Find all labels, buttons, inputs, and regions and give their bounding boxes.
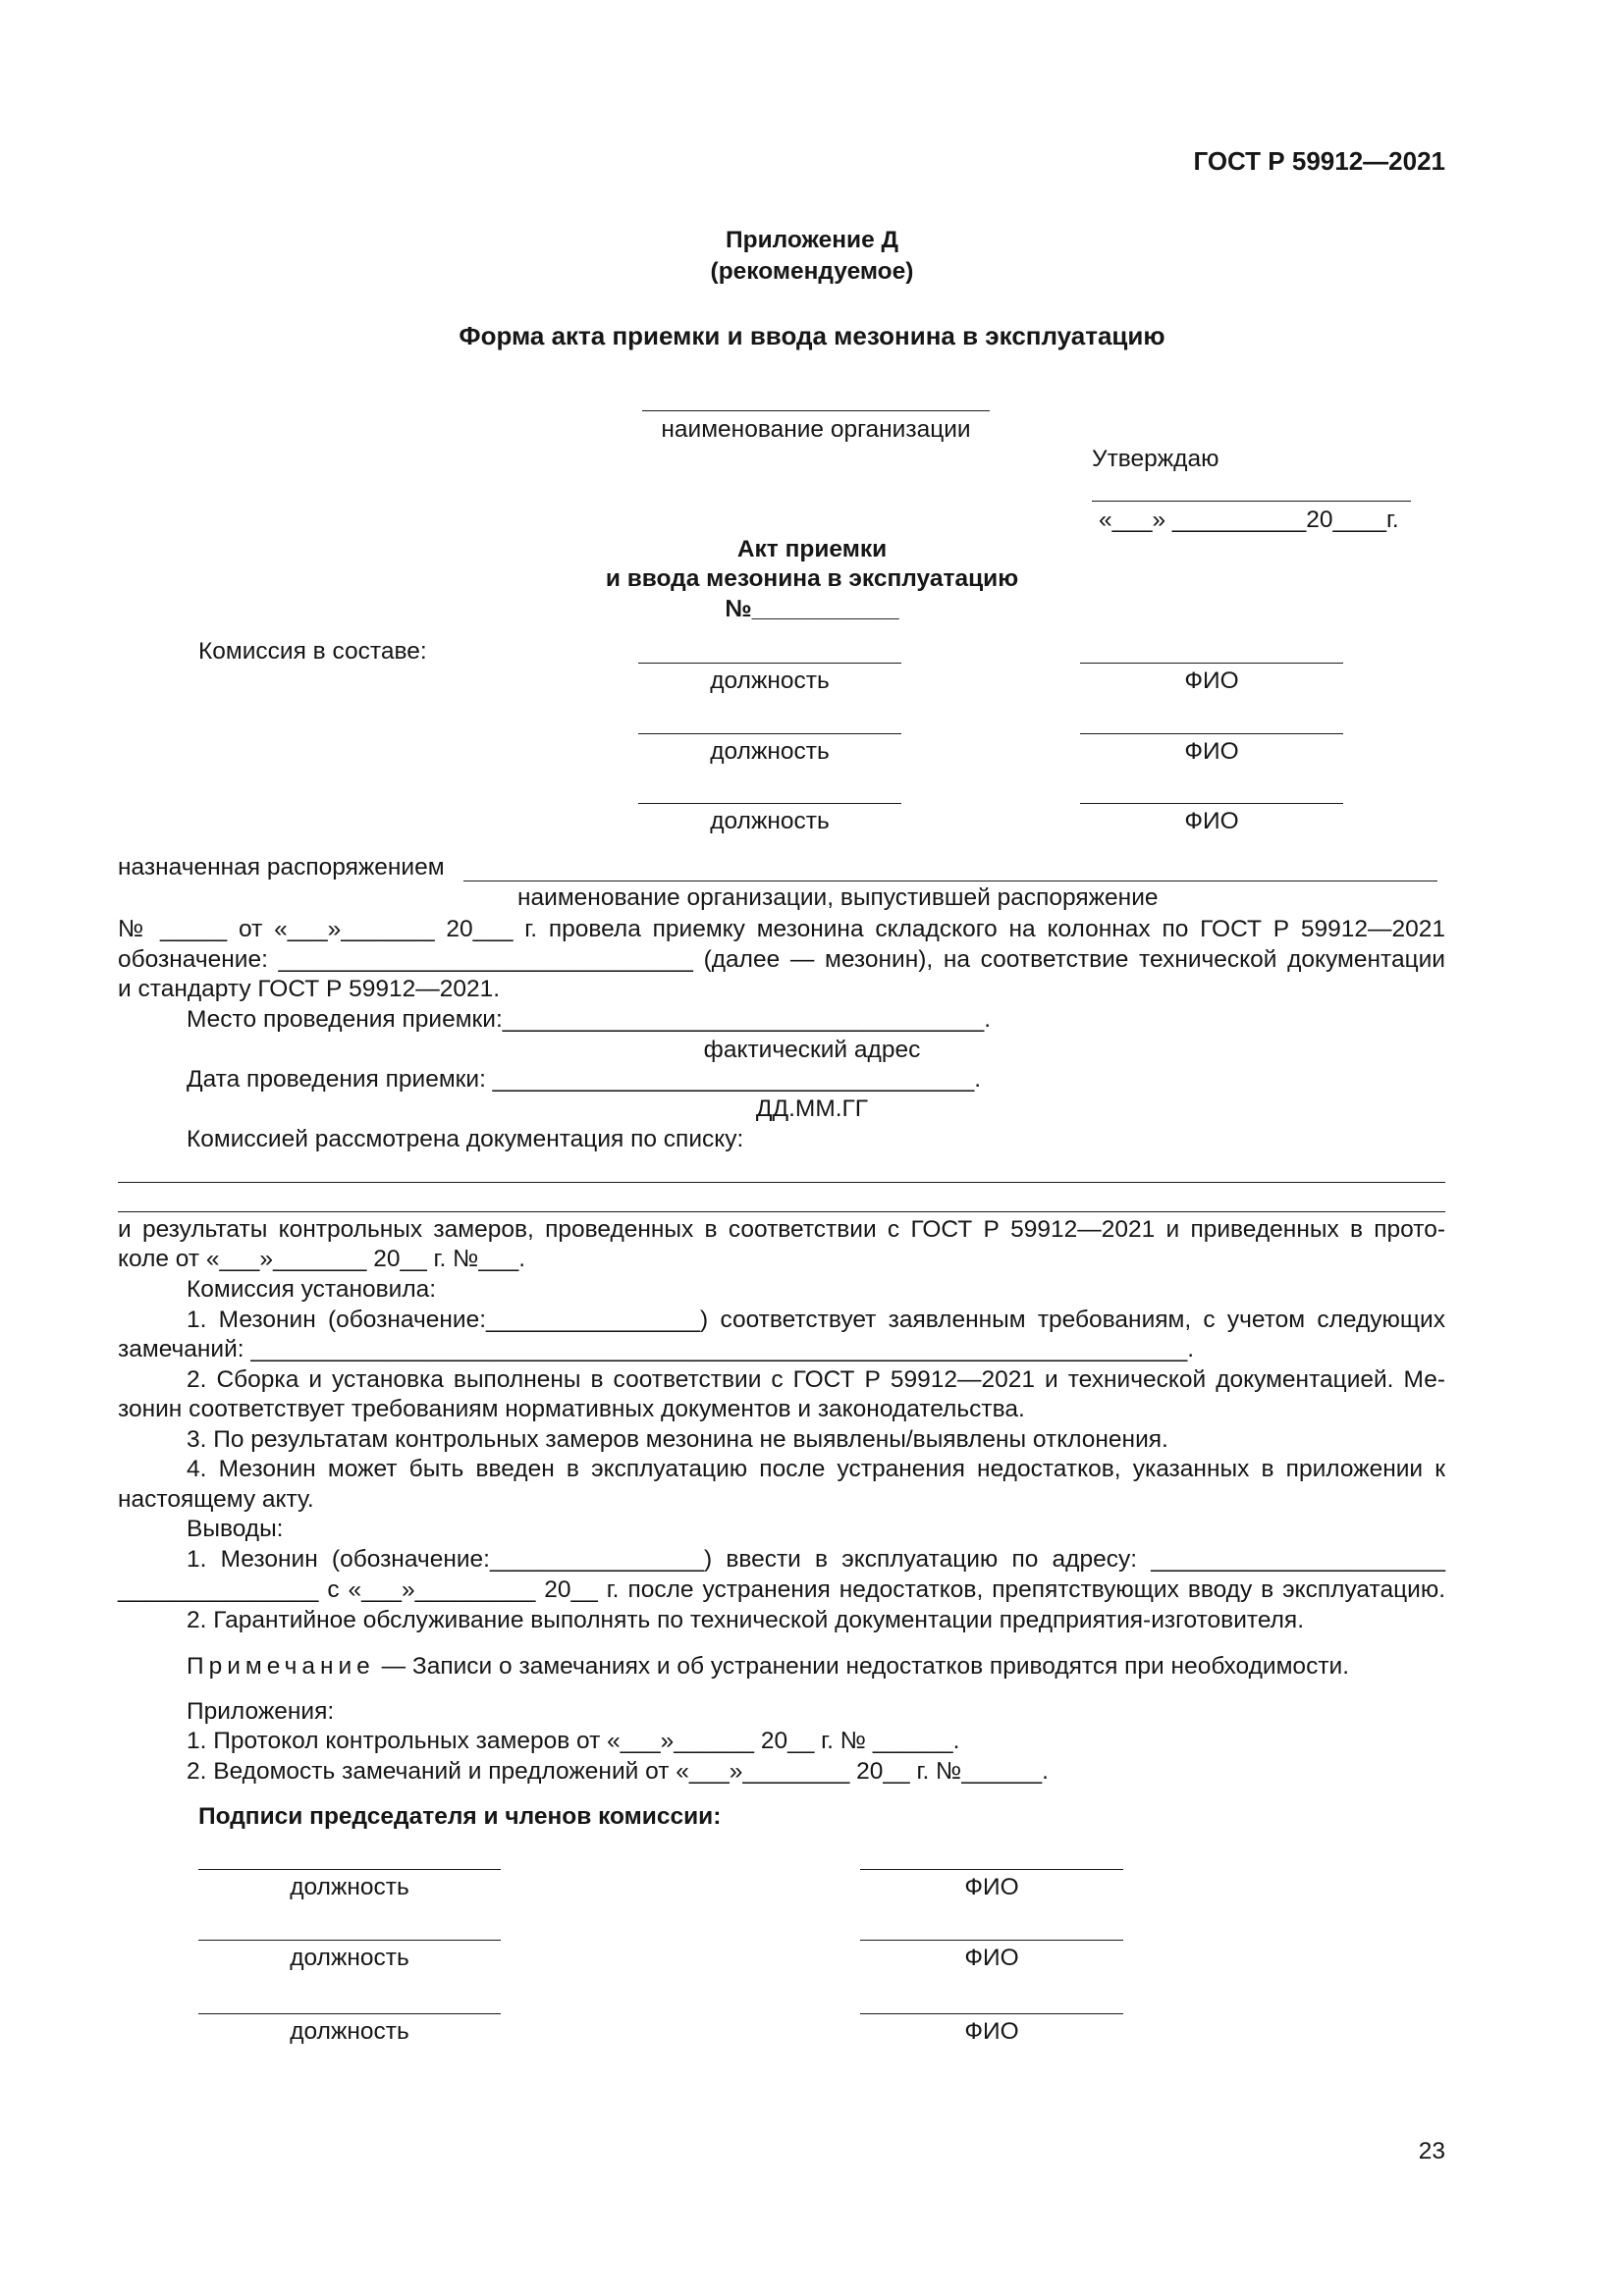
finding-3: 3. По результатам контрольных замеров мезонина не выявлены/выявлены отклонения.	[187, 1426, 1168, 1453]
finding-2a: 2. Сборка и установка выполнены в соответствии с ГОСТ Р 59912—2021 и технической документацией. Ме-	[187, 1366, 1445, 1393]
commission-name-line-1	[1080, 663, 1343, 664]
organization-line	[642, 410, 990, 411]
approve-signature-line	[1092, 501, 1411, 502]
results-line-2: коле от «___»_______ 20__ г. №___.	[118, 1246, 526, 1272]
commission-position-caption-1: должность	[710, 667, 830, 694]
acceptance-date-caption: ДД.ММ.ГГ	[755, 1095, 869, 1122]
finding-1a: 1. Мезонин (обозначение:________________) соответствует заявленным требованиям, с учетом следующих	[187, 1307, 1445, 1333]
results-line-1: и результаты контрольных замеров, проведенных в соответствии с ГОСТ Р 59912—2021 и приведенных в прото-	[118, 1216, 1445, 1243]
act-title-line2: и ввода мезонина в эксплуатацию	[605, 565, 1019, 592]
signature-position-line-3	[198, 2013, 501, 2014]
signature-position-line-1	[198, 1869, 501, 1870]
documentation-line-2	[118, 1211, 1445, 1212]
order-number-line: № _____ от «___»_______ 20___ г. провела приемку мезонина складского на колоннах по ГОСТ Р 59912—2021	[118, 916, 1445, 942]
finding-2b: зонин соответствует требованиям нормативных документов и законодательства.	[118, 1396, 1025, 1422]
finding-1b: замечаний: ______________________________________________________________________.	[118, 1336, 1195, 1362]
approve-label: Утверждаю	[1092, 446, 1219, 472]
signature-name-caption-3: ФИО	[964, 2018, 1019, 2045]
finding-4b: настоящему акту.	[118, 1486, 314, 1513]
signature-name-line-3	[860, 2013, 1123, 2014]
signature-position-caption-3: должность	[290, 2018, 409, 2045]
form-title: Форма акта приемки и ввода мезонина в эксплуатацию	[459, 321, 1165, 350]
commission-name-caption-2: ФИО	[1184, 738, 1239, 765]
acceptance-place-caption: фактический адрес	[703, 1037, 921, 1063]
documentation-label: Комиссией рассмотрена документация по списку:	[187, 1126, 744, 1152]
note-text: — Записи о замечаниях и об устранении недостатков приводятся при необходимости.	[374, 1653, 1350, 1680]
commission-position-line-1	[638, 663, 901, 664]
commission-position-caption-2: должность	[710, 738, 830, 765]
acceptance-date: Дата проведения приемки: ____________________________________.	[187, 1066, 982, 1093]
appointed-caption: наименование организации, выпустившей распоряжение	[517, 884, 1159, 911]
appendix-title: Приложение Д	[726, 227, 898, 253]
designation-line: обозначение: _______________________________ (далее — мезонин), на соответствие технической документации	[118, 946, 1445, 973]
attachments-label: Приложения:	[187, 1698, 335, 1725]
conclusion-1a: 1. Мезонин (обозначение:________________) ввести в эксплуатацию по адресу: ______________________	[187, 1546, 1445, 1573]
standard-code: ГОСТ Р 59912—2021	[1193, 146, 1445, 176]
commission-position-line-3	[638, 803, 901, 804]
established-label: Комиссия установила:	[187, 1276, 437, 1303]
appointed-label: назначенная распоряжением	[118, 854, 445, 881]
standard-line: и стандарту ГОСТ Р 59912—2021.	[118, 976, 501, 1002]
signature-position-caption-2: должность	[290, 1945, 409, 1971]
conclusion-1b: _______________ с «___»_________ 20__ г. после устранения недостатков, препятствующих вводу в эксплуатацию.	[118, 1576, 1445, 1603]
note-label: Примечание	[187, 1653, 375, 1680]
documentation-line-1	[118, 1182, 1445, 1183]
signature-name-caption-2: ФИО	[964, 1945, 1019, 1971]
signature-position-line-2	[198, 1940, 501, 1941]
signature-name-line-2	[860, 1940, 1123, 1941]
conclusions-label: Выводы:	[187, 1516, 284, 1542]
commission-name-caption-3: ФИО	[1184, 808, 1239, 834]
act-title-line1: Акт приемки	[736, 536, 888, 562]
act-number: №___________	[725, 596, 899, 622]
page-number: 23	[1418, 2138, 1445, 2164]
signatures-title: Подписи председателя и членов комиссии:	[198, 1803, 722, 1830]
commission-position-line-2	[638, 733, 901, 734]
commission-position-caption-3: должность	[710, 808, 830, 834]
conclusion-2: 2. Гарантийное обслуживание выполнять по технической документации предприятия-изготовителя.	[187, 1607, 1305, 1633]
signature-name-line-1	[860, 1869, 1123, 1870]
commission-label: Комиссия в составе:	[198, 638, 427, 665]
attachment-1: 1. Протокол контрольных замеров от «___»______ 20__ г. № ______.	[187, 1728, 960, 1754]
signature-position-caption-1: должность	[290, 1874, 409, 1900]
commission-name-line-2	[1080, 733, 1343, 734]
approve-date: «___» __________20____г.	[1099, 507, 1399, 533]
appendix-status: (рекомендуемое)	[710, 258, 914, 285]
commission-name-line-3	[1080, 803, 1343, 804]
commission-name-caption-1: ФИО	[1184, 667, 1239, 694]
organization-caption: наименование организации	[661, 416, 971, 443]
finding-4a: 4. Мезонин может быть введен в эксплуатацию после устранения недостатков, указанных в приложении к	[187, 1456, 1445, 1482]
acceptance-place: Место проведения приемки:____________________________________.	[187, 1006, 992, 1033]
note	[187, 1652, 1349, 1682]
signature-name-caption-1: ФИО	[964, 1874, 1019, 1900]
attachment-2: 2. Ведомость замечаний и предложений от «___»________ 20__ г. №______.	[187, 1758, 1049, 1785]
